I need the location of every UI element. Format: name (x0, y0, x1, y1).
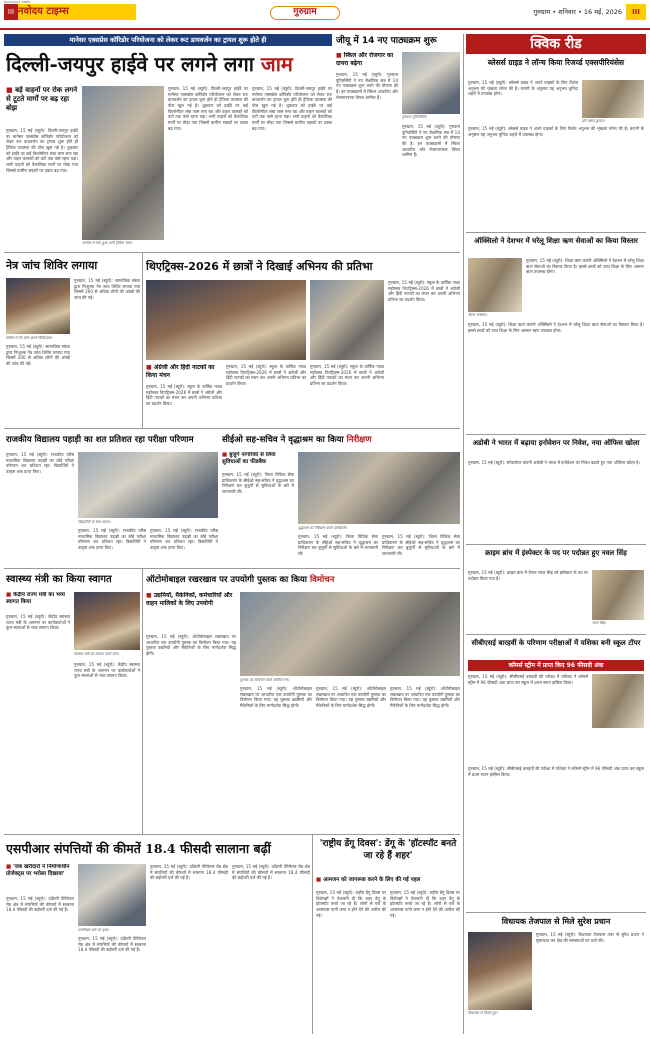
divider (4, 568, 460, 569)
auto-book-body-col3: गुरुग्राम, 15 मई (ब्यूरो): ऑटोमोबाइल रखरखाव पर आधारित एक उपयोगी पुस्तक का विमोचन किया गया। यह पुस्तक उद्यमियों और मैकेनिकों के लिए मार्गदर्शक सिद्ध होगी। (316, 686, 386, 709)
theatre-body-col2b: गुरुग्राम, 15 मई (ब्यूरो): स्कूल के वार्षिक नाट्य महोत्सव थिएट्रिक्स-2026 में छात्रों ने अंग्रेजी और हिंदी नाटकों का मंचन कर अपनी अभिनय प्रतिभा का प्रदर्शन किया। (310, 364, 384, 387)
masthead (0, 0, 650, 30)
auto-book-body-col2: गुरुग्राम, 15 मई (ब्यूरो): ऑटोमोबाइल रखरखाव पर आधारित एक उपयोगी पुस्तक का विमोचन किया गया। यह पुस्तक उद्यमियों और मैकेनिकों के लिए मार्गदर्शक सिद्ध होगी। (240, 686, 312, 709)
quick-read-story1-body: गुरुग्राम, 15 मई (ब्यूरो): ब्लेसर्स ग्राइड ने अपने ग्राहकों के लिए विशेष अनुभव की शृंखला लॉन्च की है। कंपनी के अनुसार यह अनुभव चुनिंदा शहरों में उपलब्ध होगा। (468, 80, 578, 97)
minister-photo (74, 592, 140, 650)
minister-body-col2: गुरुग्राम, 15 मई (ब्यूरो): केंद्रीय स्वास्थ्य राज्य मंत्री के आगमन पर कार्यकर्ताओं ने फूल-मालाओं से भव्य स्वागत किया। (74, 662, 140, 679)
ceo-headline-accent: निरीक्षण (346, 435, 372, 445)
ceo-body-col1: गुरुग्राम, 15 मई (ब्यूरो): जिला विधिक सेवा प्राधिकरण के सीईओ सह-सचिव ने वृद्धाश्रम का निरीक्षण कर बुजुर्गों से सुविधाओं के बारे में जानकारी ली। (222, 472, 294, 495)
divider (466, 434, 646, 435)
jee-subhead: ■ स्किल और रोजगार का दायरा बढ़ेगा (336, 52, 394, 67)
minister-body-col1: गुरुग्राम, 15 मई (ब्यूरो): केंद्रीय स्वास्थ्य राज्य मंत्री के आगमन पर कार्यकर्ताओं ने फूल-मालाओं से भव्य स्वागत किया। (6, 614, 70, 631)
ceo-body-col2: गुरुग्राम, 15 मई (ब्यूरो): जिला विधिक सेवा प्राधिकरण के सीईओ सह-सचिव ने वृद्धाश्रम का निरीक्षण कर बुजुर्गों से सुविधाओं के बारे में जानकारी ली। (298, 534, 378, 557)
auto-book-body-col1: गुरुग्राम, 15 मई (ब्यूरो): ऑटोमोबाइल रखरखाव पर आधारित एक उपयोगी पुस्तक का विमोचन किया गया। यह पुस्तक उद्यमियों और मैकेनिकों के लिए मार्गदर्शक सिद्ध होगी। (146, 634, 236, 657)
quick-read-story3-body: गुरुग्राम, 15 मई (ब्यूरो): सॉफ्टवेयर कंपनी अडोबी ने भारत में इनोवेशन पर निवेश बढ़ाते हुए नया ऑफिस खोला है। (468, 460, 640, 465)
quick-read-story2-photo (468, 258, 522, 312)
spr-caption: एसपीआर क्षेत्र का दृश्य। (78, 928, 110, 932)
school-result-headline: राजकीय विद्यालय पहाड़ी का शत प्रतिशत रहा परीक्षा परिणाम (6, 435, 194, 445)
auto-book-headline-main: ऑटोमोबाइल रखरखाव पर उपयोगी पुस्तक का किया (146, 575, 308, 585)
divider (466, 232, 646, 233)
school-result-body-col3: गुरुग्राम, 15 मई (ब्यूरो): राजकीय वरिष्ठ माध्यमिक विद्यालय पहाड़ी का बोर्ड परीक्षा परिणाम शत प्रतिशत रहा। विद्यार्थियों ने उत्कृष्ट अंक प्राप्त किए। (150, 528, 218, 551)
school-result-body-col1: गुरुग्राम, 15 मई (ब्यूरो): राजकीय वरिष्ठ माध्यमिक विद्यालय पहाड़ी का बोर्ड परीक्षा परिणाम शत प्रतिशत रहा। विद्यार्थियों ने उत्कृष्ट अंक प्राप्त किए। (6, 452, 74, 475)
quick-read-story5-body-cont: गुरुग्राम, 15 मई (ब्यूरो): सीबीएसई बारहवीं की परीक्षा में यशिका ने कॉमर्स स्ट्रीम में 96 फीसदी अंक प्राप्त कर स्कूल में प्रथम स्थान हासिल किया। (468, 766, 644, 777)
quick-read-story3-headline: अडोबी ने भारत में बढ़ाया इनोवेशन पर निवेश, नया ऑफिस खोला (472, 439, 640, 447)
quick-read-story5-headline: सीबीएसई बारहवीं के परिणाम परीक्षाओं में यशिका बनी स्कूल टॉपर (471, 639, 641, 647)
dengue-subhead: ■ आमजन को जागरूक करने के लिए की गई पहल (316, 877, 421, 883)
lead-body-col2: गुरुग्राम, 15 मई (ब्यूरो): दिल्ली-जयपुर हाईवे पर मानेसर एक्सप्रेस कॉरिडोर परियोजना को लेकर रूट डायवर्जन का ट्रायल शुरू होते ही ट्रैफिक व्यवस्था की पोल खुल गई है। शुक्रवार को हाईवे पर कई किलोमीटर लंबा जाम लगा रहा और वाहन चालकों को घंटों तक फंसे रहना पड़ा। भारी वाहनों को वैकल्पिक मार्गों पर मोड़ा गया जिससे ग्रामीण सड़कों पर दबाव बढ़ गया। (168, 86, 248, 131)
dengue-subhead-text: आमजन को जागरूक करने के लिए की गई पहल (323, 877, 421, 883)
spr-body-col4: गुरुग्राम, 15 मई (ब्यूरो): दक्षिणी पेरिफेरल रोड क्षेत्र में संपत्तियों की कीमतों में सालाना 18.4 फीसदी की बढ़ोतरी दर्ज की गई है। (232, 864, 310, 881)
quick-read-story6-caption: विधायक से मिलते हुए। (468, 1011, 498, 1015)
quick-read-story5-photo (592, 674, 644, 728)
quick-read-story6-headline: विधायक तेजपाल से मिले सुरेश प्रधान (501, 917, 611, 926)
lead-photo (82, 86, 164, 240)
spr-subhead-text: 'जब खरीदारों ने निर्माणाधीन प्रोजेक्ट्स पर भरोसा दिखाया' (6, 864, 70, 877)
theatre-body-col2: गुरुग्राम, 15 मई (ब्यूरो): स्कूल के वार्षिक नाट्य महोत्सव थिएट्रिक्स-2026 में छात्रों ने अंग्रेजी और हिंदी नाटकों का मंचन कर अपनी अभिनय प्रतिभा का प्रदर्शन किया। (226, 364, 306, 387)
theatre-photo-stage (146, 280, 306, 360)
page-number-right: III (626, 4, 646, 20)
eye-camp-body-col2: गुरुग्राम, 15 मई (ब्यूरो): सामाजिक संस्था द्वारा निःशुल्क नेत्र जांच शिविर लगाया गया जिसमें 200 से अधिक लोगों की आंखों की जांच की गई। (74, 278, 140, 301)
quick-read-story2-caption: नीरज सक्सेना। (468, 313, 488, 317)
spr-body-col2: गुरुग्राम, 15 मई (ब्यूरो): दक्षिणी पेरिफेरल रोड क्षेत्र में संपत्तियों की कीमतों में सालाना 18.4 फीसदी की बढ़ोतरी दर्ज की गई है। (78, 936, 146, 953)
quick-read-story4-body: गुरुग्राम, 15 मई (ब्यूरो): क्राइम ब्रांच में तैनात नवल सिंह को इंस्पेक्टर के पद पर पदोन्नत किया गया है। (468, 570, 588, 581)
lead-kicker: मानेसर एक्सप्रेस कॉरिडोर परियोजना को लेकर रूट डायवर्जन का ट्रायल शुरू होते ही (4, 34, 332, 46)
ceo-body-col3: गुरुग्राम, 15 मई (ब्यूरो): जिला विधिक सेवा प्राधिकरण के सीईओ सह-सचिव ने वृद्धाश्रम का निरीक्षण कर बुजुर्गों से सुविधाओं के बारे में जानकारी ली। (382, 534, 460, 557)
quick-read-story2-headline: ऑक्सिलो ने देशभर में घरेलू शिक्षा ऋण सेवाओं का किया विस्तार (474, 237, 638, 245)
quick-read-story4-caption: नवल सिंह। (592, 621, 607, 625)
lead-headline-main: दिल्ली-जयपुर हाईवे पर लगने लगा (6, 52, 254, 76)
divider (466, 634, 646, 635)
eye-camp-photo (6, 278, 70, 334)
quick-read-story4-photo (592, 570, 644, 620)
minister-subhead-text: केंद्रीय राज्य मंत्री का भव्य स्वागत किया (6, 592, 65, 605)
jee-caption: गुरुग्राम यूनिवर्सिटी। (402, 115, 427, 119)
top-tag: NAVODAYA TIMES (4, 0, 31, 4)
school-result-body-col2: गुरुग्राम, 15 मई (ब्यूरो): राजकीय वरिष्ठ माध्यमिक विद्यालय पहाड़ी का बोर्ड परीक्षा परिणाम शत प्रतिशत रहा। विद्यार्थियों ने उत्कृष्ट अंक प्राप्त किए। (78, 528, 146, 551)
quick-read-story6-body: गुरुग्राम, 15 मई (ब्यूरो): विधायक तेजपाल तंवर से सुरेश प्रधान ने मुलाकात कर क्षेत्र की समस्याओं पर चर्चा की। (536, 932, 644, 943)
ceo-headline (222, 432, 460, 448)
jee-body-col2: गुरुग्राम, 15 मई (ब्यूरो): गुरुग्राम यूनिवर्सिटी ने नए शैक्षणिक सत्र में 14 नए पाठ्यक्रम शुरू करने की घोषणा की है। इन पाठ्यक्रमों में स्किल आधारित और रोजगारपरक विषय शामिल हैं। (402, 124, 460, 158)
lead-body-col3: गुरुग्राम, 15 मई (ब्यूरो): दिल्ली-जयपुर हाईवे पर मानेसर एक्सप्रेस कॉरिडोर परियोजना को लेकर रूट डायवर्जन का ट्रायल शुरू होते ही ट्रैफिक व्यवस्था की पोल खुल गई है। शुक्रवार को हाईवे पर कई किलोमीटर लंबा जाम लगा रहा और वाहन चालकों को घंटों तक फंसे रहना पड़ा। भारी वाहनों को वैकल्पिक मार्गों पर मोड़ा गया जिससे ग्रामीण सड़कों पर दबाव बढ़ गया। (252, 86, 332, 131)
spr-body-col3: गुरुग्राम, 15 मई (ब्यूरो): दक्षिणी पेरिफेरल रोड क्षेत्र में संपत्तियों की कीमतों में सालाना 18.4 फीसदी की बढ़ोतरी दर्ज की गई है। (150, 864, 228, 881)
theatre-subhead: ■ अंग्रेजी और हिंदी नाटकों का किया मंचन (146, 364, 215, 379)
auto-book-subhead-text: उद्यमियों, मैकेनिकों, कर्मचारियों और वाहन मालिकों के लिए उपयोगी (146, 592, 233, 607)
date-line: गुरुग्राम • शनिवार • 16 मई, 2026 (533, 8, 622, 16)
jee-headline: जीयू में 14 नए पाठ्यक्रम शुरू (336, 36, 437, 46)
auto-book-photo (240, 592, 460, 676)
auto-book-body-col4: गुरुग्राम, 15 मई (ब्यूरो): ऑटोमोबाइल रखरखाव पर आधारित एक उपयोगी पुस्तक का विमोचन किया गया। यह पुस्तक उद्यमियों और मैकेनिकों के लिए मार्गदर्शक सिद्ध होगी। (390, 686, 460, 709)
quick-read-story5-subhead: कॉमर्स स्ट्रीम में प्राप्त किए 96 फीसदी अंक (468, 660, 644, 671)
quick-read-story6-photo (468, 932, 532, 1010)
lead-headline-accent: जाम (260, 52, 293, 76)
eye-camp-caption: शिविर में नेत्र जांच करते चिकित्सक। (6, 336, 53, 340)
divider (466, 912, 646, 913)
jee-photo (402, 52, 460, 114)
spr-subhead: ■ 'जब खरीदारों ने निर्माणाधीन प्रोजेक्ट्स पर भरोसा दिखाया' (6, 864, 70, 877)
lead-body-col1: गुरुग्राम, 15 मई (ब्यूरो): दिल्ली-जयपुर हाईवे पर मानेसर एक्सप्रेस कॉरिडोर परियोजना को लेकर रूट डायवर्जन का ट्रायल शुरू होते ही ट्रैफिक व्यवस्था की पोल खुल गई है। शुक्रवार को हाईवे पर कई किलोमीटर लंबा जाम लगा रहा और वाहन चालकों को घंटों तक फंसे रहना पड़ा। भारी वाहनों को वैकल्पिक मार्गों पर मोड़ा गया जिससे ग्रामीण सड़कों पर दबाव बढ़ गया। (6, 128, 78, 173)
dengue-body-col2: गुरुग्राम, 15 मई (ब्यूरो): राष्ट्रीय डेंगू दिवस पर विशेषज्ञों ने चेतावनी दी कि शहर डेंगू के हॉटस्पॉट बनते जा रहे हैं। लोगों से घरों के आसपास पानी जमा न होने देने की अपील की गई। (390, 890, 460, 918)
divider (4, 834, 460, 835)
ceo-photo (298, 452, 460, 524)
school-result-photo (78, 452, 218, 518)
column-rule (312, 834, 313, 1034)
jee-body-col1: गुरुग्राम, 15 मई (ब्यूरो): गुरुग्राम यूनिवर्सिटी ने नए शैक्षणिक सत्र में 14 नए पाठ्यक्रम शुरू करने की घोषणा की है। इन पाठ्यक्रमों में स्किल आधारित और रोजगारपरक विषय शामिल हैं। (336, 72, 398, 100)
quick-read-title: क्विक रीड (466, 34, 646, 54)
quick-read-story5-body: गुरुग्राम, 15 मई (ब्यूरो): सीबीएसई बारहवीं की परीक्षा में यशिका ने कॉमर्स स्ट्रीम में 96 फीसदी अंक प्राप्त कर स्कूल में प्रथम स्थान हासिल किया। (468, 674, 588, 685)
school-result-caption: विद्यार्थियों के साथ स्टाफ। (78, 520, 111, 524)
theatre-body-col3: गुरुग्राम, 15 मई (ब्यूरो): स्कूल के वार्षिक नाट्य महोत्सव थिएट्रिक्स-2026 में छात्रों ने अंग्रेजी और हिंदी नाटकों का मंचन कर अपनी अभिनय प्रतिभा का प्रदर्शन किया। (388, 280, 460, 303)
minister-headline: स्वास्थ्य मंत्री का किया स्वागत (6, 574, 112, 585)
auto-book-headline (146, 572, 460, 588)
ceo-headline-main: सीईओ सह-सचिव ने वृद्धाश्रम का किया (222, 435, 344, 445)
column-rule (463, 34, 464, 1034)
auto-book-subhead: ■ उद्यमियों, मैकेनिकों, कर्मचारियों और वाहन मालिकों के लिए उपयोगी (146, 592, 233, 607)
section-label: गुरुग्राम (270, 6, 340, 20)
page-number-left: III (4, 4, 18, 20)
ceo-caption: वृद्धाश्रम का निरीक्षण करते अधिकारी। (298, 526, 347, 530)
theatre-subhead-text: अंग्रेजी और हिंदी नाटकों का किया मंचन (146, 364, 215, 379)
dengue-headline: 'राष्ट्रीय डेंगू दिवस': डेंगू के 'हॉटस्पॉट बनते जा रहे हैं शहर' (319, 839, 457, 861)
theatre-photo-performers (310, 280, 384, 360)
lead-headline (6, 50, 332, 78)
theatre-body-col1: गुरुग्राम, 15 मई (ब्यूरो): स्कूल के वार्षिक नाट्य महोत्सव थिएट्रिक्स-2026 में छात्रों ने अंग्रेजी और हिंदी नाटकों का मंचन कर अपनी अभिनय प्रतिभा का प्रदर्शन किया। (146, 384, 222, 407)
spr-photo (78, 864, 146, 926)
quick-read-story2-body: गुरुग्राम, 15 मई (ब्यूरो): शिक्षा ऋण कंपनी ऑक्सिलो ने देशभर में घरेलू शिक्षा ऋण सेवाओं का विस्तार किया है। इससे छात्रों को उच्च शिक्षा के लिए आसान ऋण उपलब्ध होगा। (526, 258, 644, 275)
spr-headline: एसपीआर संपत्तियों की कीमतें 18.4 फीसदी सालाना बढ़ीं (6, 841, 271, 856)
quick-read-story1-headline: ब्लेसर्स ग्राइड ने लॉन्च किया रिजर्व्ड एक्सपीरियंसेस (487, 58, 625, 67)
ceo-subhead: ■ बुजुर्ग नागरिकों से लिया सुविधाओं का फीडबैक (222, 452, 276, 465)
minister-caption: स्वास्थ्य मंत्री का स्वागत करते लोग। (74, 652, 120, 656)
quick-read-story4-headline: क्राइम ब्रांच में इंस्पेक्टर के पद पर पदोन्नत हुए नवल सिंह (485, 549, 627, 557)
auto-book-caption: पुस्तक का विमोचन करते अतिथि गण। (240, 678, 290, 682)
lead-caption: मानेसर में लगा हुआ भारी ट्रैफिक जाम। (82, 241, 133, 245)
paper-name: नवोदय टाइम्स (4, 4, 136, 20)
dengue-body-col1: गुरुग्राम, 15 मई (ब्यूरो): राष्ट्रीय डेंगू दिवस पर विशेषज्ञों ने चेतावनी दी कि शहर डेंगू के हॉटस्पॉट बनते जा रहे हैं। लोगों से घरों के आसपास पानी जमा न होने देने की अपील की गई। (316, 890, 386, 918)
auto-book-headline-accent: विमोचन (309, 575, 335, 585)
quick-read-story2-body-cont: गुरुग्राम, 15 मई (ब्यूरो): शिक्षा ऋण कंपनी ऑक्सिलो ने देशभर में घरेलू शिक्षा ऋण सेवाओं का विस्तार किया है। इससे छात्रों को उच्च शिक्षा के लिए आसान ऋण उपलब्ध होगा। (468, 322, 644, 333)
lead-subhead: ■ बड़े वाहनों पर रोक लगने से टूटते मार्गों पर बढ़ रहा बोझ (6, 86, 78, 112)
lead-subhead-text: बड़े वाहनों पर रोक लगने से टूटते मार्गों पर बढ़ रहा बोझ (6, 86, 78, 112)
ceo-subhead-text: बुजुर्ग नागरिकों से लिया सुविधाओं का फीडबैक (222, 452, 276, 465)
minister-subhead: ■ केंद्रीय राज्य मंत्री का भव्य स्वागत किया (6, 592, 65, 605)
jee-subhead-text: स्किल और रोजगार का दायरा बढ़ेगा (336, 52, 394, 67)
divider (4, 252, 460, 253)
column-rule (142, 568, 143, 834)
quick-read-story1-photo (582, 80, 644, 118)
theatre-headline: थिएट्रिक्स-2026 में छात्रों ने दिखाई अभिनय की प्रतिभा (146, 260, 373, 273)
quick-read-story1-caption: हरि प्रसाद कुमार। (582, 119, 605, 123)
spr-body-col1: गुरुग्राम, 15 मई (ब्यूरो): दक्षिणी पेरिफेरल रोड क्षेत्र में संपत्तियों की कीमतों में सालाना 18.4 फीसदी की बढ़ोतरी दर्ज की गई है। (6, 896, 74, 913)
eye-camp-headline: नेत्र जांच शिविर लगाया (6, 259, 98, 272)
divider (4, 428, 460, 429)
eye-camp-body-col1: गुरुग्राम, 15 मई (ब्यूरो): सामाजिक संस्था द्वारा निःशुल्क नेत्र जांच शिविर लगाया गया जिसमें 200 से अधिक लोगों की आंखों की जांच की गई। (6, 344, 70, 367)
divider (466, 544, 646, 545)
quick-read-story1-body-cont: गुरुग्राम, 15 मई (ब्यूरो): ब्लेसर्स ग्राइड ने अपने ग्राहकों के लिए विशेष अनुभव की शृंखला लॉन्च की है। कंपनी के अनुसार यह अनुभव चुनिंदा शहरों में उपलब्ध होगा। (468, 126, 644, 137)
column-rule (142, 252, 143, 428)
